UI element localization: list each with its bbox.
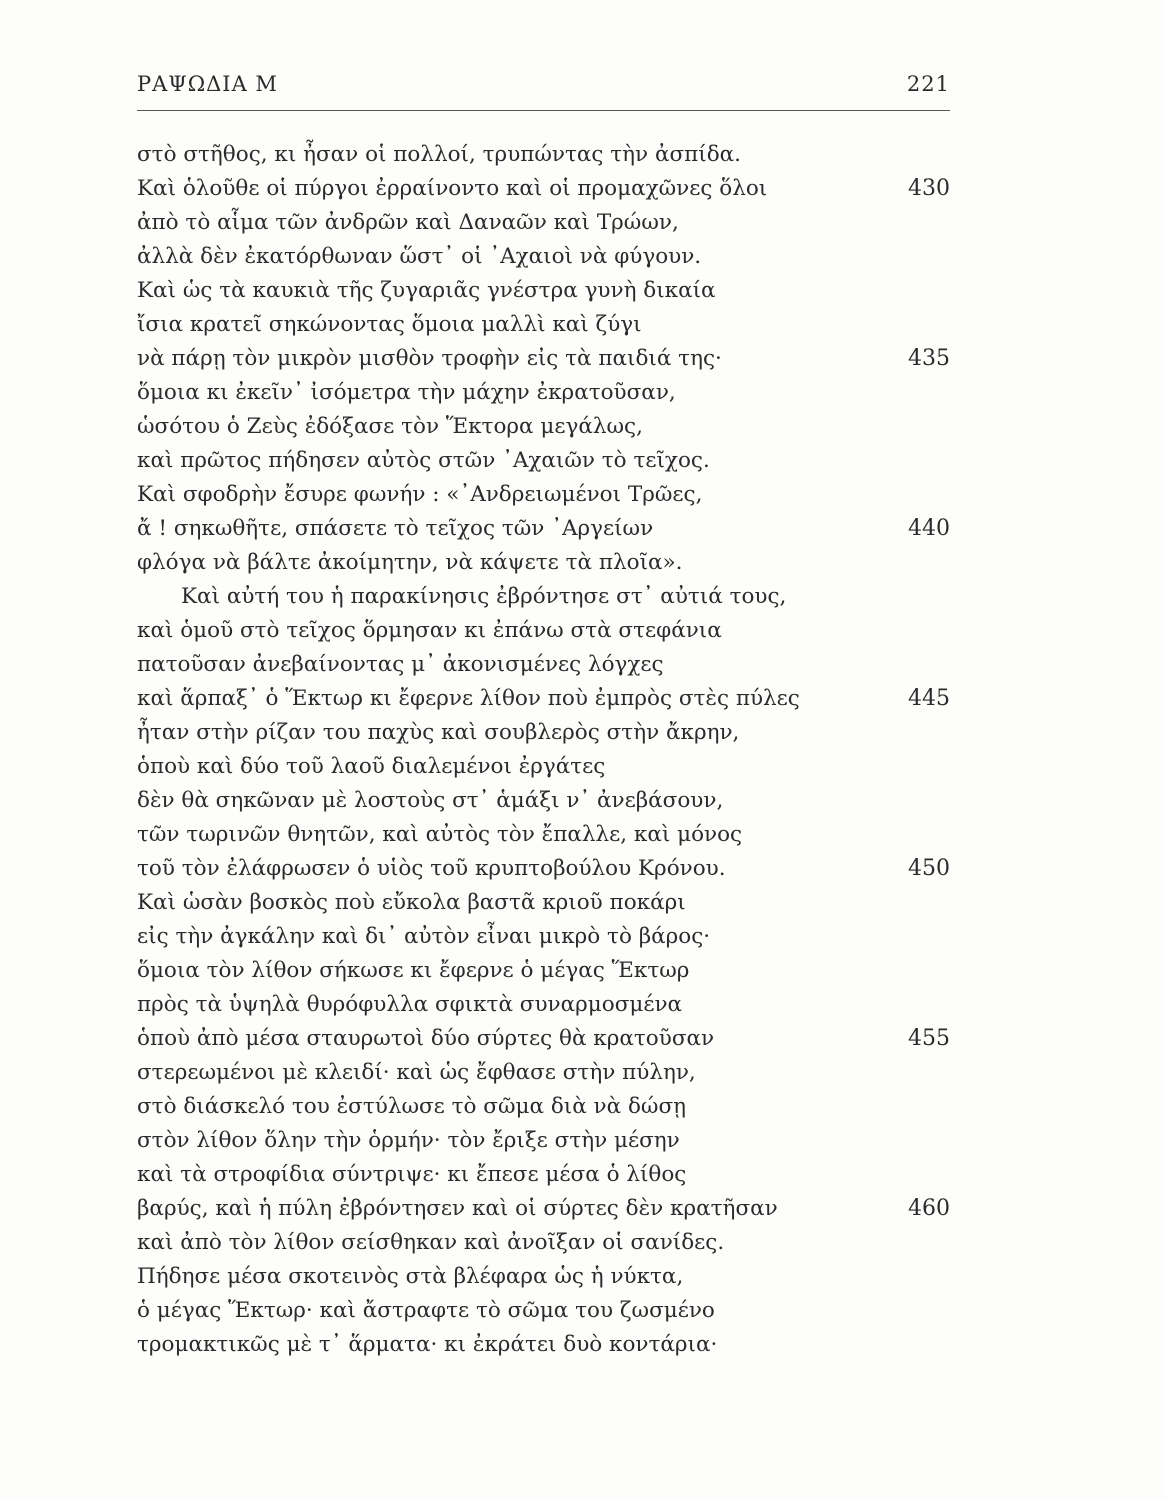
verse-line: [137, 716, 950, 750]
verse-block: [137, 138, 950, 1362]
verse-line: [137, 954, 950, 988]
verse-text: πατοῦσαν ἀνεβαίνοντας μ᾽ ἀκονισμένες λόγχες: [137, 652, 664, 677]
verse-line: [137, 1022, 950, 1056]
verse-text: στὸ στῆθος, κι ἦσαν οἱ πολλοί, τρυπώντας τὴν ἀσπίδα.: [137, 142, 742, 167]
verse-text: ὅμοια τὸν λίθον σήκωσε κι ἔφερνε ὁ μέγας Ἕκτωρ: [137, 958, 690, 983]
verse-line: [137, 274, 950, 308]
verse-line: [137, 410, 950, 444]
line-number: 450: [908, 856, 950, 881]
verse-text: ἦταν στὴν ρίζαν του παχὺς καὶ σουβλερὸς στὴν ἄκρην,: [137, 720, 740, 745]
verse-text: πρὸς τὰ ὑψηλὰ θυρόφυλλα σφικτὰ συναρμοσμένα: [137, 992, 683, 1017]
verse-line: [137, 750, 950, 784]
verse-line: [137, 818, 950, 852]
verse-text: τοῦ τὸν ἐλάφρωσεν ὁ υἱὸς τοῦ κρυπτοβούλου Κρόνου.: [137, 856, 726, 881]
verse-text: ὁποὺ καὶ δύο τοῦ λαοῦ διαλεμένοι ἐργάτες: [137, 754, 606, 779]
verse-text: Καὶ ὡς τὰ καυκιὰ τῆς ζυγαριᾶς γνέστρα γυνὴ δικαία: [137, 278, 716, 303]
verse-line: [137, 308, 950, 342]
verse-text: δὲν θὰ σηκῶναν μὲ λοστοὺς στ᾽ ἁμάξι ν᾽ ἀνεβάσουν,: [137, 788, 724, 813]
verse-line: [137, 444, 950, 478]
verse-line: [137, 852, 950, 886]
verse-text: ὁποὺ ἀπὸ μέσα σταυρωτοὶ δύο σύρτες θὰ κρατοῦσαν: [137, 1026, 715, 1051]
verse-text: καὶ ὁμοῦ στὸ τεῖχος ὅρμησαν κι ἐπάνω στὰ στεφάνια: [137, 618, 722, 643]
verse-line: [137, 1226, 950, 1260]
line-number: 440: [908, 516, 950, 541]
verse-text: τρομακτικῶς μὲ τ᾽ ἅρματα· κι ἐκράτει δυὸ κοντάρια·: [137, 1332, 718, 1357]
verse-line: [137, 580, 950, 614]
line-number: 435: [908, 346, 950, 371]
verse-text: Καὶ σφοδρὴν ἔσυρε φωνήν : «᾿Ανδρειωμένοι Τρῶες,: [137, 482, 703, 507]
verse-text: ἀλλὰ δὲν ἐκατόρθωναν ὥστ᾽ οἱ ᾿Αχαιοὶ νὰ φύγουν.: [137, 244, 702, 269]
header-rule: [137, 110, 950, 111]
verse-text: στὸ διάσκελό του ἐστύλωσε τὸ σῶμα διὰ νὰ δώσῃ: [137, 1094, 687, 1119]
verse-text: ἀπὸ τὸ αἷμα τῶν ἀνδρῶν καὶ Δαναῶν καὶ Τρώων,: [137, 210, 679, 235]
verse-line: [137, 240, 950, 274]
verse-line: [137, 138, 950, 172]
verse-line: [137, 682, 950, 716]
verse-line: [137, 920, 950, 954]
verse-line: [137, 1124, 950, 1158]
verse-text: ὡσότου ὁ Ζεὺς ἐδόξασε τὸν Ἕκτορα μεγάλως,: [137, 414, 643, 439]
verse-line: [137, 172, 950, 206]
verse-text: καὶ ἅρπαξ᾽ ὁ Ἕκτωρ κι ἔφερνε λίθον ποὺ ἐμπρὸς στὲς πύλες: [137, 686, 800, 711]
verse-text: στερεωμένοι μὲ κλειδί· καὶ ὡς ἔφθασε στὴν πύλην,: [137, 1060, 696, 1085]
verse-line: [137, 342, 950, 376]
verse-line: [137, 376, 950, 410]
verse-text: ὅμοια κι ἐκεῖν᾽ ἰσόμετρα τὴν μάχην ἐκρατοῦσαν,: [137, 380, 676, 405]
line-number: 445: [908, 686, 950, 711]
verse-text: βαρύς, καὶ ἡ πύλη ἐβρόντησεν καὶ οἱ σύρτες δὲν κρατῆσαν: [137, 1196, 778, 1221]
page-number: 221: [906, 72, 950, 96]
verse-line: [137, 614, 950, 648]
verse-line: [137, 1056, 950, 1090]
verse-text: ὁ μέγας Ἕκτωρ· καὶ ἄστραφτε τὸ σῶμα του ζωσμένο: [137, 1298, 715, 1323]
verse-line: [137, 886, 950, 920]
verse-line: [137, 988, 950, 1022]
verse-line: [137, 1294, 950, 1328]
verse-text: φλόγα νὰ βάλτε ἀκοίμητην, νὰ κάψετε τὰ πλοῖα».: [137, 550, 683, 575]
chapter-title: ΡΑΨΩΔΙΑ Μ: [137, 72, 278, 96]
line-number: 455: [908, 1026, 950, 1051]
verse-line: [137, 648, 950, 682]
line-number: 460: [908, 1196, 950, 1221]
verse-text: νὰ πάρῃ τὸν μικρὸν μισθὸν τροφὴν εἰς τὰ παιδιά της·: [137, 346, 722, 371]
verse-line: [137, 546, 950, 580]
running-header: [137, 72, 950, 102]
verse-line: [137, 1260, 950, 1294]
line-number: 430: [908, 176, 950, 201]
verse-line: [137, 784, 950, 818]
verse-text: Καὶ ὡσὰν βοσκὸς ποὺ εὔκολα βαστᾶ κριοῦ ποκάρι: [137, 890, 686, 915]
verse-text: ἴσια κρατεῖ σηκώνοντας ὅμοια μαλλὶ καὶ ζύγι: [137, 312, 642, 337]
verse-text: Πήδησε μέσα σκοτεινὸς στὰ βλέφαρα ὡς ἡ νύκτα,: [137, 1264, 684, 1289]
verse-line: [137, 1328, 950, 1362]
verse-text: Καὶ ὁλοῦθε οἱ πύργοι ἐρραίνοντο καὶ οἱ προμαχῶνες ὅλοι: [137, 176, 768, 201]
verse-line: [137, 1192, 950, 1226]
verse-text: εἰς τὴν ἀγκάλην καὶ δι᾽ αὐτὸν εἶναι μικρὸ τὸ βάρος·: [137, 924, 711, 949]
verse-text: καὶ πρῶτος πήδησεν αὐτὸς στῶν ᾿Αχαιῶν τὸ τεῖχος.: [137, 448, 710, 473]
verse-line: [137, 206, 950, 240]
verse-line: [137, 1158, 950, 1192]
verse-text: Καὶ αὐτή του ἡ παρακίνησις ἐβρόντησε στ᾽ αὐτιά τους,: [181, 584, 787, 609]
verse-text: καὶ ἀπὸ τὸν λίθον σείσθηκαν καὶ ἀνοῖξαν οἱ σανίδες.: [137, 1230, 725, 1255]
verse-text: καὶ τὰ στροφίδια σύντριψε· κι ἔπεσε μέσα ὁ λίθος: [137, 1162, 687, 1187]
verse-line: [137, 478, 950, 512]
verse-text: ἄ ! σηκωθῆτε, σπάσετε τὸ τεῖχος τῶν ᾿Αργείων: [137, 516, 654, 541]
verse-line: [137, 1090, 950, 1124]
verse-line: [137, 512, 950, 546]
verse-text: τῶν τωρινῶν θνητῶν, καὶ αὐτὸς τὸν ἔπαλλε, καὶ μόνος: [137, 822, 743, 847]
verse-text: στὸν λίθον ὅλην τὴν ὁρμήν· τὸν ἔριξε στὴν μέσην: [137, 1128, 680, 1153]
